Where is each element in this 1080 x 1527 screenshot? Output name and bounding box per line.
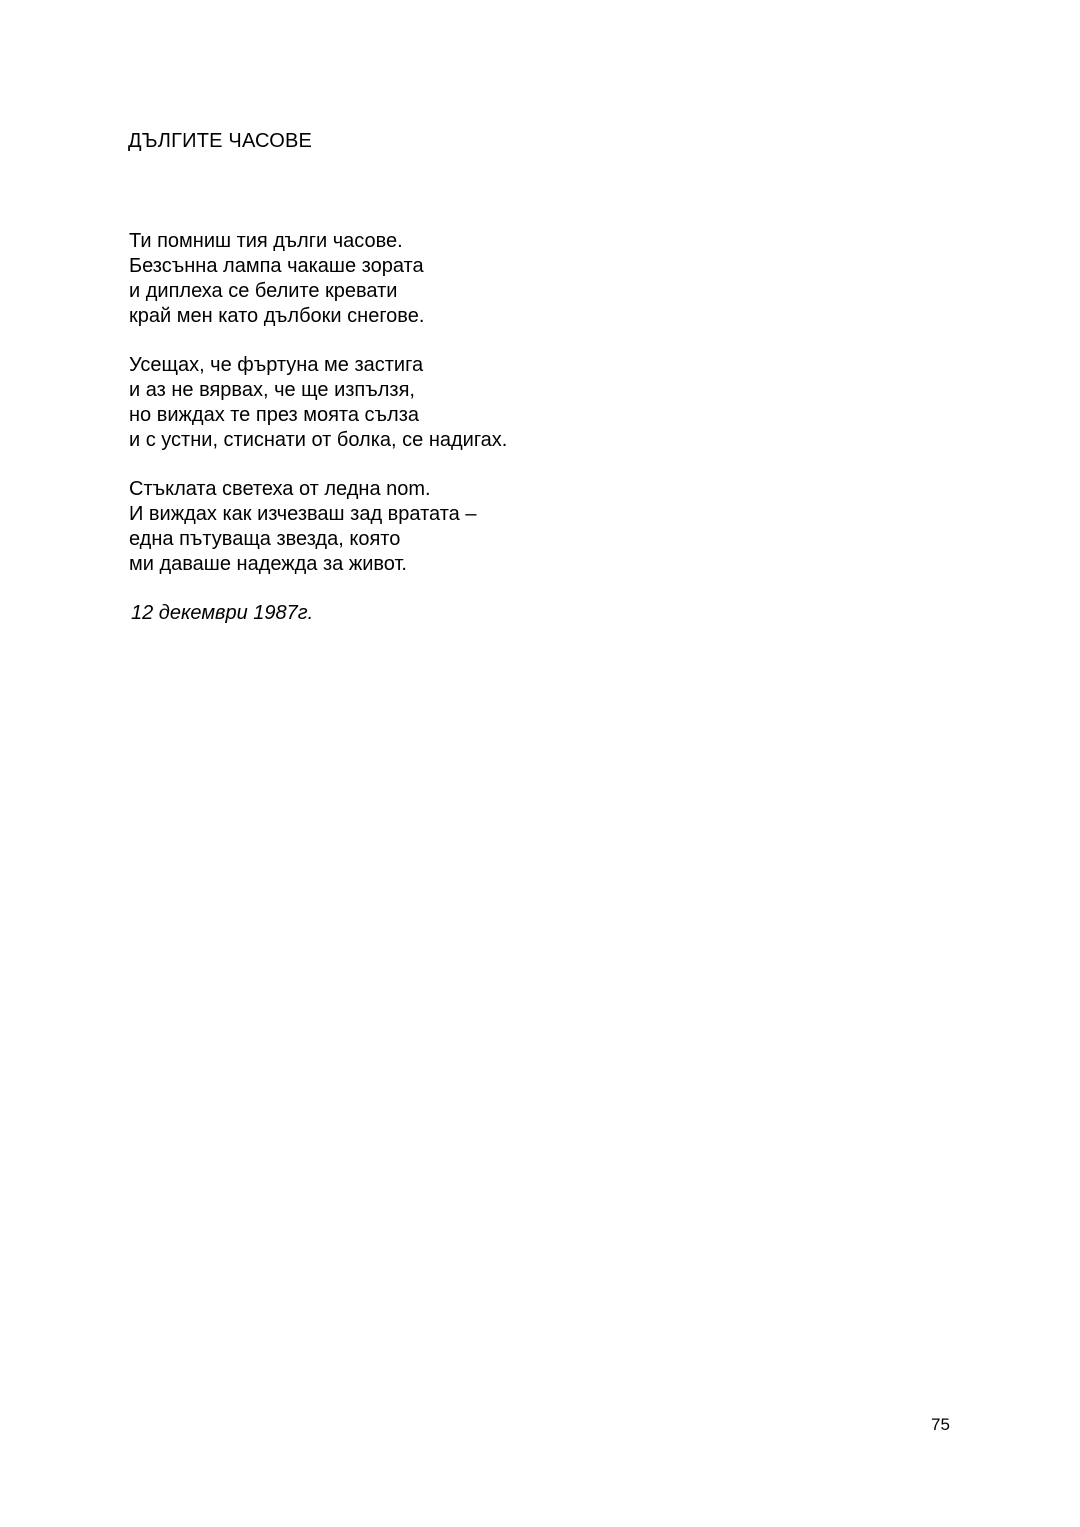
poem-title: ДЪЛГИТЕ ЧАСОВЕ: [128, 130, 313, 152]
poem-line: Безсънна лампа чакаше зората: [129, 255, 424, 277]
poem-date: 12 декември 1987г.: [131, 602, 314, 624]
poem-line: И виждах как изчезваш зад вратата –: [129, 503, 477, 525]
poem-line: Стъклата светеха от ледна nom.: [129, 478, 431, 500]
poem-line: ми даваше надежда за живот.: [129, 553, 407, 575]
poem-line: една пътуваща звезда, която: [129, 528, 401, 550]
poem-line: но виждах те през моята сълза: [129, 404, 420, 426]
stanza: [129, 229, 507, 329]
poem-body: [129, 229, 507, 626]
poem-line: и с устни, стиснати от болка, се надигах.: [129, 429, 508, 451]
stanza: [129, 353, 507, 453]
poem-line: Ти помниш тия дълги часове.: [129, 230, 403, 252]
stanza: [129, 477, 507, 577]
poem-line: и аз не вярвах, че ще изпълзя,: [129, 379, 415, 401]
poem-line: край мен като дълбоки снегове.: [129, 305, 425, 327]
poem-line: Усещах, че фъртуна ме застига: [129, 354, 424, 376]
page-number: 75: [931, 1415, 950, 1434]
poem-line: и диплеха се белите кревати: [129, 280, 398, 302]
